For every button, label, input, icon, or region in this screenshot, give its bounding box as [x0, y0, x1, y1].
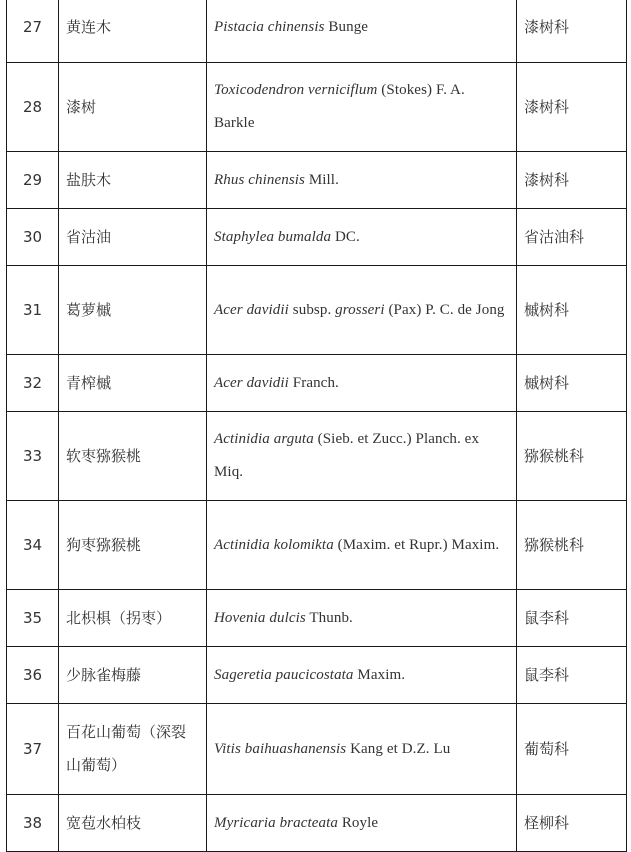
table-row [7, 795, 627, 852]
family-name: 省沽油科 [517, 209, 627, 266]
table-row [7, 0, 627, 63]
latin-binomial: Acer davidii [214, 301, 289, 318]
family-name: 槭树科 [517, 266, 627, 355]
latin-authority: Maxim. [353, 666, 406, 683]
table-row [7, 501, 627, 590]
family-name: 鼠李科 [517, 590, 627, 647]
latin-binomial: Staphylea bumalda [214, 228, 332, 245]
row-number: 33 [7, 412, 59, 501]
latin-name [207, 63, 517, 152]
chinese-name: 百花山葡萄（深裂山葡萄） [59, 704, 207, 795]
table-row [7, 152, 627, 209]
latin-name [207, 209, 517, 266]
latin-name [207, 704, 517, 795]
chinese-name: 黄连木 [59, 0, 207, 63]
latin-authority: Mill. [304, 171, 339, 188]
table-row [7, 63, 627, 152]
table-body [7, 0, 627, 852]
family-name: 槭树科 [517, 355, 627, 412]
latin-name [207, 412, 517, 501]
latin-authority: Bunge [324, 19, 369, 35]
row-number: 28 [7, 63, 59, 152]
family-name: 漆树科 [517, 0, 627, 63]
chinese-name: 葛萝槭 [59, 266, 207, 355]
latin-authority: subsp. [288, 301, 336, 318]
latin-authority: Franch. [288, 374, 339, 391]
chinese-name: 宽苞水柏枝 [59, 795, 207, 852]
table-row [7, 704, 627, 795]
row-number: 34 [7, 501, 59, 590]
row-number: 29 [7, 152, 59, 209]
row-number: 32 [7, 355, 59, 412]
species-table [6, 0, 627, 852]
latin-binomial: Actinidia kolomikta [214, 536, 334, 553]
latin-name [207, 795, 517, 852]
family-name: 鼠李科 [517, 647, 627, 704]
family-name: 猕猴桃科 [517, 412, 627, 501]
latin-authority: (Pax) P. C. de Jong [384, 301, 505, 318]
latin-binomial: Pistacia chinensis [214, 19, 325, 35]
latin-binomial: Myricaria bracteata [214, 814, 338, 831]
table-row [7, 647, 627, 704]
table-row [7, 209, 627, 266]
latin-authority: (Stokes) F. A. Barkle [214, 82, 465, 131]
latin-name [207, 152, 517, 209]
latin-name [207, 266, 517, 355]
family-name: 漆树科 [517, 152, 627, 209]
latin-authority: (Maxim. et Rupr.) Maxim. [333, 536, 500, 553]
latin-authority: DC. [331, 228, 360, 245]
row-number: 36 [7, 647, 59, 704]
chinese-name: 软枣猕猴桃 [59, 412, 207, 501]
row-number: 30 [7, 209, 59, 266]
latin-authority: Thunb. [305, 609, 353, 626]
row-number: 38 [7, 795, 59, 852]
family-name: 漆树科 [517, 63, 627, 152]
latin-authority: Kang et D.Z. Lu [346, 740, 451, 757]
row-number: 27 [7, 0, 59, 63]
table-row [7, 590, 627, 647]
latin-authority: (Sieb. et Zucc.) Planch. ex Miq. [214, 431, 480, 480]
family-name: 猕猴桃科 [517, 501, 627, 590]
latin-name [207, 647, 517, 704]
latin-binomial: Acer davidii [214, 374, 289, 391]
row-number: 35 [7, 590, 59, 647]
chinese-name: 漆树 [59, 63, 207, 152]
latin-name [207, 355, 517, 412]
chinese-name: 省沽油 [59, 209, 207, 266]
table-row [7, 355, 627, 412]
row-number: 31 [7, 266, 59, 355]
latin-name [207, 590, 517, 647]
latin-binomial: Vitis baihuashanensis [214, 740, 347, 757]
chinese-name: 少脉雀梅藤 [59, 647, 207, 704]
latin-binomial: Toxicodendron verniciflum [214, 82, 378, 98]
latin-binomial: Sageretia paucicostata [214, 666, 354, 683]
latin-name [207, 501, 517, 590]
family-name: 葡萄科 [517, 704, 627, 795]
table-row [7, 266, 627, 355]
latin-authority: Royle [337, 814, 379, 831]
chinese-name: 狗枣猕猴桃 [59, 501, 207, 590]
table-row [7, 412, 627, 501]
latin-binomial: Rhus chinensis [214, 171, 305, 188]
chinese-name: 北枳椇（拐枣） [59, 590, 207, 647]
latin-binomial: grosseri [335, 301, 385, 318]
latin-name [207, 0, 517, 63]
latin-binomial: Hovenia dulcis [214, 609, 306, 626]
chinese-name: 青榨槭 [59, 355, 207, 412]
family-name: 柽柳科 [517, 795, 627, 852]
latin-binomial: Actinidia arguta [214, 431, 314, 447]
row-number: 37 [7, 704, 59, 795]
chinese-name: 盐肤木 [59, 152, 207, 209]
